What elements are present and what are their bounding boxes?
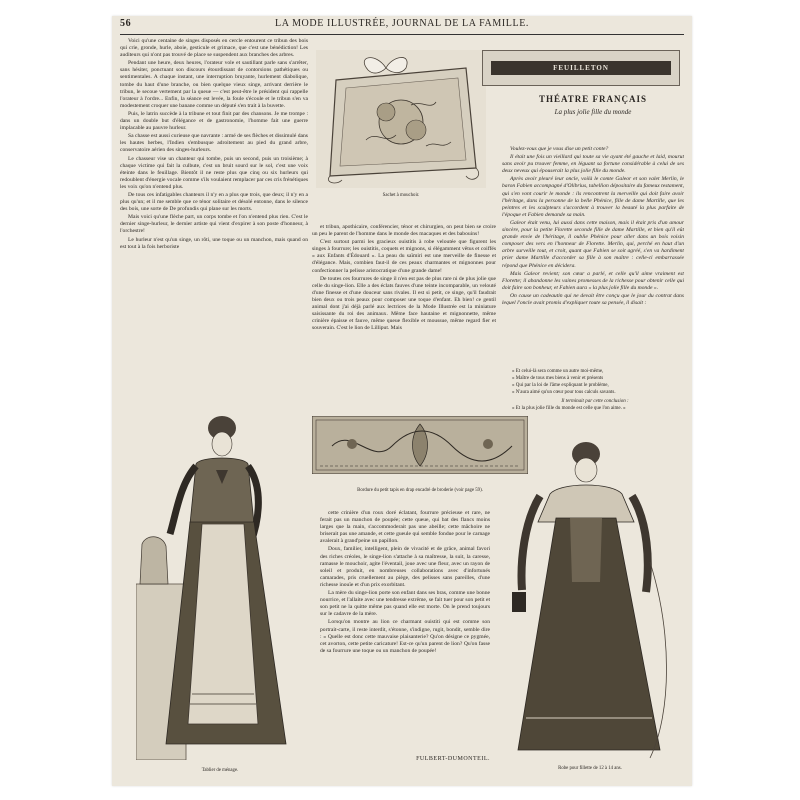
paragraph: Voici qu'une centaine de singes disposés en cercle entourent ce tribun des bois qui crie, gronde, hurle, aboie, gesticule et grimace, que c'est une bénédiction! Les auditeurs qui n'ont pas trouvé de place se suspendent aux branches des arbres. (120, 38, 308, 59)
caption-sachet: Sachet à mouchoir. (382, 193, 420, 198)
journal-title: LA MODE ILLUSTRÉE, JOURNAL DE LA FAMILLE. (274, 18, 530, 29)
paragraph: Lorsqu'on montre au lion ce charmant ouistiti qui est comme son portrait-carte, il reste interdit, s'étonne, s'indigne, rugit, bondit, semble dire : « Quelle est donc cette mauvaise plaisanterie? Qu'on désigne ce pygmée, cet avorton, cette petite caricature! Est-ce qu'un parent de lion? Qu'on fasse de sa fourrure une toque ou un manchon de poupée! (320, 619, 490, 654)
paragraph: Galeor était venu, lui aussi dans cette maison, mais il était pris d'un amour sincère, pour la petite Florette seconde fille de dame Martille, et bien qu'il eût grande envie de l'héritage, il oublie Phénice pour aller dans un bois voisin composer des vers en l'honneur de Florette. Merlin, qui, perché en haut d'un arbre surveille tout, et croit, quant que Fabien se soit agréé, s'en va hardiment prier dame Martille d'accorder sa fille à son maître : celle-ci embarrassée répond que Phénice en décidera. (502, 219, 684, 269)
paragraph: Sa chasse est aussi curieuse que navrante : armé de ses flèches et dissimulé dans les hautes herbes, l'Indien s'embusque adroitement au pied du grand arbre, conservatoire aérien des singes-hurleurs. (120, 133, 308, 154)
right-column-text (502, 146, 684, 361)
paragraph: Puis, le latrin succède à la tribune et tout finit par des chansons. Je me trompe : dans un double but d'élégance et de gastronomie, l'homme fait une guerre implacable au pauvre hurleur. (120, 110, 308, 132)
left-column-text (120, 38, 308, 374)
caption-border: Bordure du petit tapis en drap encadré de broderie (voir page 59). (357, 488, 483, 493)
verse-line: « N'aura aimé qu'un cœur pour tous calculs savants. (512, 390, 616, 395)
paragraph: cette crinière d'un roux doré éclatant, fourrure précieuse et rare, ne ferait pas un manchon de poupée; cette queue, qui bat des flancs moins larges que la main, s'accommoderait pas une abeille; cette mâchoire ne briserait pas une amande, et cette gueule qui semble fondue pour le carnage avalerait à grand'peine un papillon. (320, 510, 490, 545)
caption-right-figure: Robe pour fillette de 12 à 14 ans. (558, 766, 622, 771)
paragraph: La mère du singe-lion porte son enfant dans ses bras, comme une bonne nourrice, et l'allaite avec une tendresse extrême, se fait tuer pour son petit et son petit ne la quitte même pas quand elle est morte. On le prend toujours sur le cadavre de la mère. (320, 590, 490, 618)
section-subheading: La plus jolie fille du monde (554, 108, 632, 116)
section-heading: THÉATRE FRANÇAIS (538, 94, 648, 104)
header-rule (120, 34, 684, 35)
verse-line: « Et celui-là sera comme un autre moi-même, (512, 369, 604, 374)
paragraph: De tous ces infatigables chanteurs il n'y en a plus que trois, que deux; il n'y en a plus qu'un; et il me semble que ce ténor solitaire et désolé entonne, dans le silence des bois, une sorte de De profundis qui plane sur les morts. (120, 191, 308, 213)
paragraph: Le hurleur n'est qu'un singe, un rôti, une toque ou un manchon, mais quand on est tout à la fois herboriste (120, 236, 308, 250)
author-signature: FULBERT-DUMONTEIL. (416, 756, 490, 762)
middle-top-column-text (312, 224, 496, 420)
paragraph: Après avoir pleuré leur oncle, voilà le comte Galeor et son valet Merlin, le baron Fabien accompagné d'Olibrius, tabellion dépositaire du fameux testament, qui s'en vont courir le monde : ils rencontrent la merveille qui doit faire avoir l'héritage, dans la personne de la belle Phénice, fille de dame Martille, que les peintres et les sculpteurs s'accordent à trouver la beauté la plus parfaite de l'époque et Fabien demande sa main. (502, 176, 684, 218)
paragraph: et tribun, apothicaire, conférencier, ténor et chirurgien, on peut bien se croire un peu le parent de l'homme dans le monde des macaques et des babouins! (312, 224, 496, 238)
paragraph: Mais voici qu'une flèche part, un corps tombe et l'on n'entend plus rien. C'est le dernier singe-hurleur, le dernier artiste qui vient d'expirer à son poste d'honneur, à l'orchestre! (120, 214, 308, 235)
feuilleton-band: FEUILLETON (491, 61, 671, 75)
sachet-illustration (316, 50, 486, 188)
verse-line: « Maître de tous mes biens à venir et présents (512, 376, 604, 381)
verse-line: « Et la plus jolie fille du monde est celle que l'on aime. » (512, 406, 626, 411)
paragraph: Le chasseur vise un chanteur qui tombe, puis un second, puis un troisième; à chaque victime qui fait la culbute, c'est un bruit sourd sur le sol, c'est une voix éteinte dans le feuillage. Bientôt il ne reste plus que cinq ou six hurleurs qui redoublent d'énergie vocale comme s'ils voulaient remplacer par ces cris frénétiques les voix qu'on n'entend plus. (120, 155, 308, 190)
paragraph: Il était une fois un vieillard qui toute sa vie ayant été gauche et laid, mourut sans avoir pu trouver femme, en léguant sa fortune considérable à celui de ses deux neveux qui épouserait la plus jolie fille du monde. (502, 154, 684, 175)
page-header (120, 18, 684, 34)
journal-page (112, 16, 692, 786)
embroidery-border-illustration (312, 416, 528, 474)
middle-bottom-column-text (320, 510, 490, 746)
paragraph: Voulez-vous que je vous dise un petit conte? (510, 146, 609, 152)
paragraph: De toutes ces fourrures de singe il n'en est pas de plus rare ni de plus jolie que celle du singe-lion. Elle a des éclats fauves d'une teinte incomparable, un velouté d'une finesse et d'une douceur sans rivales. Il est si petit, ce singe, qu'il faudrait bien deux ou trois peaux pour composer une toque d'enfant. Eh bien! ce gentil animal dont j'ai déjà parlé aux lectrices de la Mode Illustrée est la miniature saisissante du roi des animaux. Même face hautaine et mignonnette, même crinière épaisse et fauve, même queue flexible et moussue, même regard fier et souverain. C'est le lion de Lilliput. Mais (312, 275, 496, 332)
verse-block (512, 368, 678, 412)
girl-dress-illustration (500, 432, 680, 762)
page-number: 56 (120, 18, 132, 29)
paragraph: Pendant une heure, deux heures, l'orateur vole et sautillant parle sans s'arrêter, sans hésiter, ponctuant son discours étourdissant de contorsions pathétiques ou sentimentales. A chaque instant, une interruption bruyante, hurlement diabolique, tombe du haut d'une branche, ou bien quelque vieux singe, arrivant derrière le tribun, le secoue vertement par la queue — c'est peut-être le président qui rappelle l'orateur à l'ordre... Enfin, la séance est levée, la foule s'écoule et le tribun s'en va modestement croquer une banane comme un député s'en trait à la buvette. (120, 60, 308, 109)
paragraph: On cause un cadeautin qui ne devait être conçu que le jour du contrat dans lequel l'oncle avait promis d'expliquer toute sa pensée, il disait : (502, 292, 684, 306)
paragraph: C'est surtout parmi les gracieux ouistitis à robe veloutée que figurent les singes à fourrure; les ouistitis, coquets et mignons, si élégamment vêtus et coiffés « aux Enfants d'Édouard ». La peau du saïmiri est une merveille de finesse et d'élégance. Mais, combien faut-il de ces peaux charmantes et mignonnes pour confectionner la pelisse aristocratique d'une grande dame! (312, 239, 496, 274)
verse-interlude: Il terminait par cette conclusion : (561, 399, 629, 404)
caption-left-figure: Tablier de ménage. (201, 768, 239, 773)
paragraph: Mais Galeor revient; son cœur a parlé, et celle qu'il aime vraiment est Florette; il abandonne les vaines promesses de la richesse pour obtenir celle qui doit faire son bonheur, et Fabien aura « la plus jolie fille du monde ». (502, 270, 684, 291)
apron-woman-illustration (136, 404, 304, 760)
feuilleton-banner (482, 50, 680, 86)
verse-line: « Qui par la loi de l'âme expliquant le problème, (512, 383, 609, 388)
paragraph: Doux, familier, intelligent, plein de vivacité et de grâce, animal favori des riches créoles, le singe-lion s'attache à sa maîtresse, la suit, la caresse, ramasse le mouchoir, agite l'éventail, joue avec une fleur, avec un rayon de soleil et produit, en nombreuses collaborations avec d'infortunés camarades, pris cruellement au piège, des pelisses sans pareilles, d'une richesse inouïe et d'un prix exorbitant. (320, 546, 490, 588)
